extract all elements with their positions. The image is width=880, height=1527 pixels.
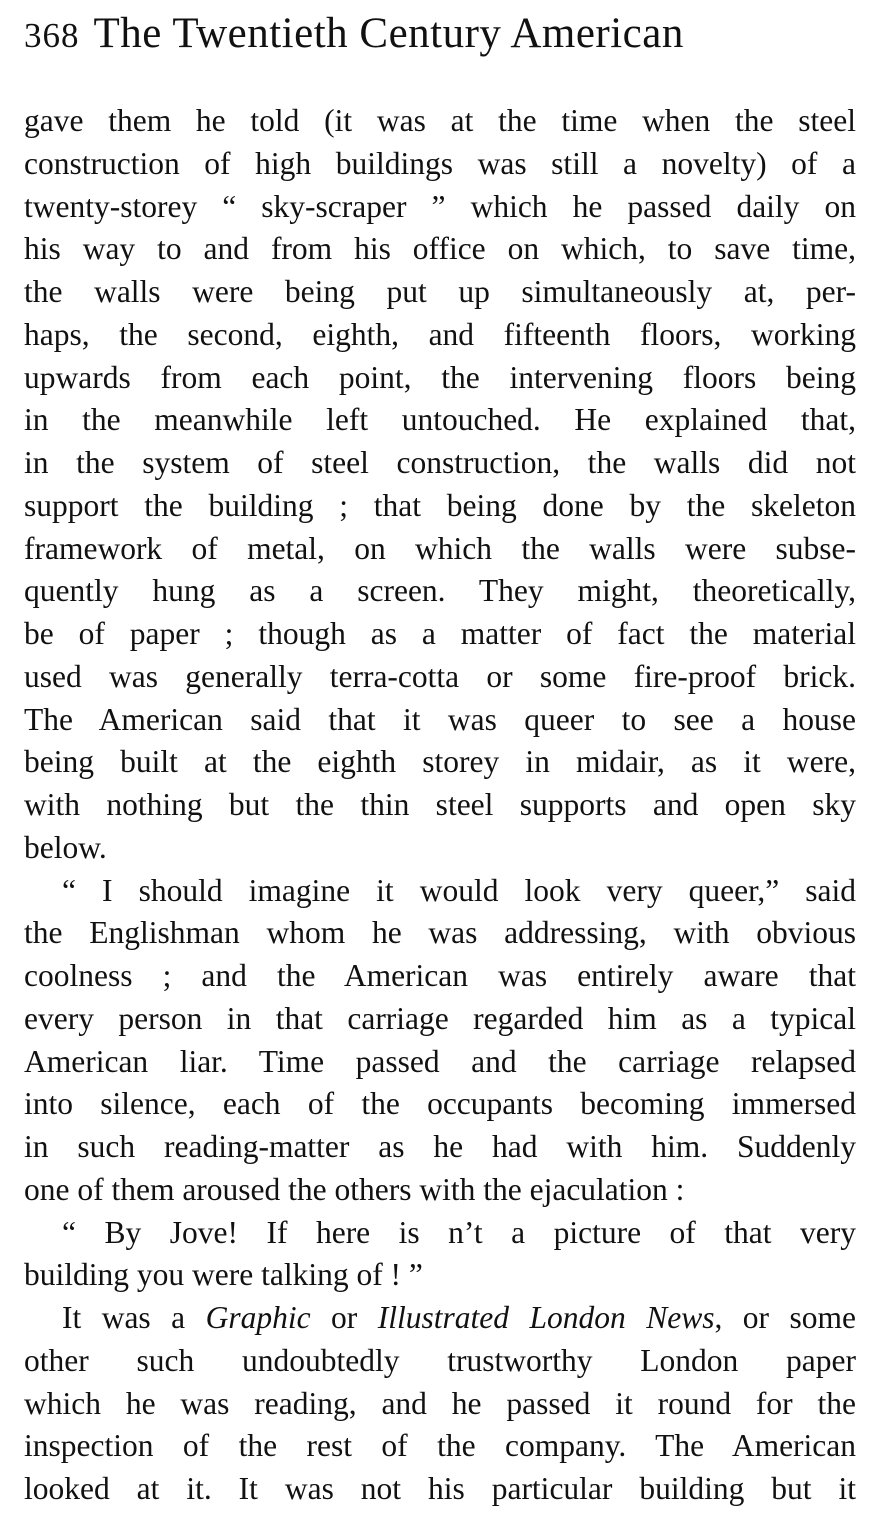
text-line: being built at the eighth storey in midair, as it were,	[24, 744, 856, 780]
text-fragment: It was a	[62, 1300, 206, 1335]
text-line: in the system of steel construction, the walls did not	[24, 445, 856, 480]
paragraph-end-line: below.	[24, 829, 107, 865]
text-line: used was generally terra-cotta or some fire-proof brick.	[24, 658, 856, 694]
text-line: which he was reading, and he passed it round for the	[24, 1385, 856, 1421]
text-line: American liar. Time passed and the carriage relapsed	[24, 1043, 856, 1079]
page-number: 368	[24, 16, 80, 55]
text-line: the Englishman whom he was addressing, with obvious	[24, 915, 856, 951]
text-line: be of paper ; though as a matter of fact the material	[24, 616, 856, 651]
text-line: gave them he told (it was at the time when the steel	[24, 103, 856, 138]
text-line: “ By Jove! If here is n’t a picture of that very	[62, 1214, 856, 1250]
text-line: support the building ; that being done by the skeleton	[24, 487, 856, 523]
text-line: The American said that it was queer to see a house	[24, 701, 856, 737]
text-line: with nothing but the thin steel supports and open sky	[24, 787, 856, 822]
running-title: The Twentieth Century American	[93, 10, 684, 57]
text-line-with-italics	[24, 1297, 856, 1340]
text-line: in such reading-matter as he had with him. Suddenly	[24, 1129, 856, 1164]
text-line: upwards from each point, the intervening floors being	[24, 359, 856, 395]
text-fragment: , or some	[714, 1300, 856, 1335]
text-line: “ I should imagine it would look very queer,” said	[62, 872, 856, 908]
text-line: looked at it. It was not his particular building but it	[24, 1471, 856, 1506]
text-line: coolness ; and the American was entirely aware that	[24, 958, 856, 993]
text-line: in the meanwhile left untouched. He explained that,	[24, 402, 856, 438]
paragraph-end-line: building you were talking of ! ”	[24, 1257, 423, 1293]
text-line: twenty-storey “ sky-scraper ” which he passed daily on	[24, 188, 856, 224]
text-line: framework of metal, on which the walls were subse-	[24, 530, 856, 566]
text-line: inspection of the rest of the company. The American	[24, 1428, 856, 1464]
text-fragment: or	[310, 1300, 378, 1335]
italic-title-illustrated-london-news: Illustrated London News	[377, 1300, 715, 1335]
italic-title-graphic: Graphic	[205, 1300, 311, 1335]
text-line: quently hung as a screen. They might, theoretically,	[24, 573, 856, 609]
text-line: his way to and from his office on which, to save time,	[24, 231, 856, 267]
running-head	[24, 6, 864, 70]
paragraph-end-line: one of them aroused the others with the ejaculation :	[24, 1171, 685, 1207]
text-line: construction of high buildings was still a novelty) of a	[24, 145, 856, 181]
text-line: other such undoubtedly trustworthy London paper	[24, 1342, 856, 1378]
text-line: haps, the second, eighth, and fifteenth floors, working	[24, 316, 856, 352]
body-text	[24, 100, 856, 1511]
text-line: the walls were being put up simultaneously at, per-	[24, 274, 856, 309]
text-line: every person in that carriage regarded him as a typical	[24, 1000, 856, 1036]
text-line: into silence, each of the occupants becoming immersed	[24, 1086, 856, 1122]
